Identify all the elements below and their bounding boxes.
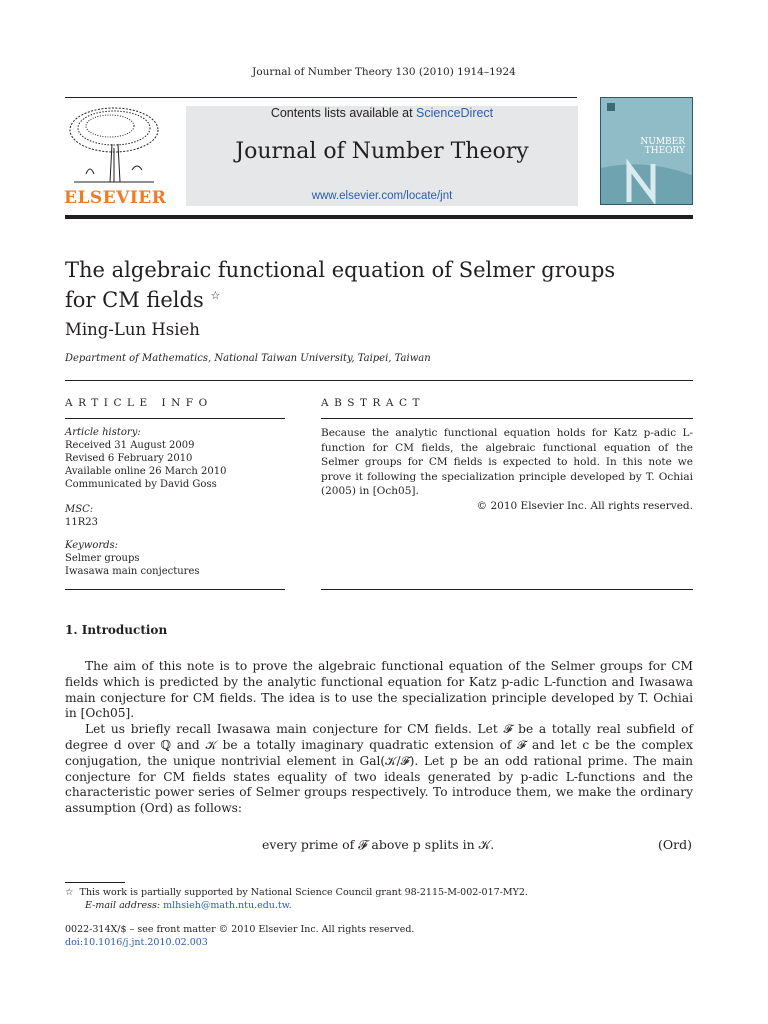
- paper-title: [65, 257, 665, 313]
- intro-paragraph-2: Let us briefly recall Iwasawa main conjecture for CM fields. Let 𝓕 be a totally real subfield of degree d over ℚ and 𝒦 be a totally imaginary quadratic extension of 𝓕 and let c be the complex conjugation, the unique nontrivial element in Gal(𝒦/𝓕). Let p be an odd rational prime. The main conjecture for CM fields states equality of two ideals generated by p-adic L-functions and the characteristic power series of Selmer groups respectively. To introduce them, we make the ordinary assumption (Ord) as follows:: [65, 722, 693, 816]
- section-heading-introduction: 1. Introduction: [65, 623, 168, 637]
- intro-paragraph-1: The aim of this note is to prove the algebraic functional equation of the Selmer groups for CM fields which is predicted by the analytic functional equation for Katz p-adic L-function and Iwasawa main conjecture for CM fields. The idea is to use the specialization principle developed by T. Ochiai in [Och05].: [65, 659, 693, 721]
- abstract-copyright: © 2010 Elsevier Inc. All rights reserved.: [476, 499, 693, 512]
- sciencedirect-link[interactable]: ScienceDirect: [416, 106, 494, 120]
- keyword-item: Iwasawa main conjectures: [65, 566, 200, 577]
- header-rule-top: [65, 97, 577, 98]
- article-info-rule-bottom: [65, 589, 285, 590]
- cover-title: [640, 138, 685, 156]
- journal-url-link[interactable]: www.elsevier.com/locate/jnt: [311, 190, 453, 202]
- email-label: E-mail address:: [85, 900, 161, 911]
- contents-line: [186, 106, 578, 120]
- divider-top: [65, 380, 693, 381]
- msc-code: 11R23: [65, 517, 98, 528]
- elsevier-logo[interactable]: [64, 104, 167, 208]
- article-info-rule-top: [65, 418, 285, 419]
- abstract-rule-bottom: [321, 589, 693, 590]
- keywords-label: Keywords:: [65, 540, 119, 551]
- email-link[interactable]: mlhsieh@math.ntu.edu.tw.: [163, 900, 292, 911]
- elsevier-wordmark: ELSEVIER: [64, 188, 167, 208]
- history-label: Article history:: [65, 427, 141, 438]
- title-line2: for CM fields: [65, 288, 204, 312]
- title-line1: The algebraic functional equation of Selmer groups: [65, 258, 616, 282]
- abstract-text: Because the analytic functional equation holds for Katz p-adic L-function for CM fields, the algebraic functional equation of the Selmer groups for CM fields is expected to hold. In this note we prove it following the specialization principle developed by T. Ochiai (2005) in [Och05].: [321, 427, 693, 498]
- cover-title-line1: NUMBER: [640, 137, 685, 147]
- footnote-support-text: This work is partially supported by National Science Council grant 98-2115-M-002-017-MY2.: [79, 887, 528, 898]
- issn-line: 0022-314X/$ – see front matter © 2010 Elsevier Inc. All rights reserved.: [65, 924, 415, 935]
- journal-banner: [186, 106, 578, 206]
- running-head: Journal of Number Theory 130 (2010) 1914–1924: [252, 66, 516, 78]
- footnote-support: [65, 886, 528, 899]
- abstract-rule-top: [321, 418, 693, 419]
- title-footnote-mark[interactable]: ☆: [210, 289, 221, 302]
- communicated-by: Communicated by David Goss: [65, 479, 217, 490]
- affiliation: Department of Mathematics, National Taiwan University, Taipei, Taiwan: [65, 353, 431, 364]
- header-rule-thick: [65, 215, 693, 219]
- abstract-body: [321, 426, 693, 514]
- author-name: Ming-Lun Hsieh: [65, 320, 200, 339]
- footnote-email: [85, 899, 292, 912]
- doi-link[interactable]: doi:10.1016/j.jnt.2010.02.003: [65, 937, 208, 948]
- online-date: Available online 26 March 2010: [65, 466, 227, 477]
- article-info-block: [65, 426, 285, 578]
- journal-cover-image[interactable]: [600, 97, 693, 205]
- revised-date: Revised 6 February 2010: [65, 453, 193, 464]
- msc-label: MSC:: [65, 504, 94, 515]
- equation-body: every prime of 𝓕 above p splits in 𝒦.: [262, 837, 495, 852]
- abstract-heading: ABSTRACT: [321, 397, 426, 409]
- footnote-rule: [65, 882, 125, 883]
- tree-logo-icon: [64, 104, 164, 188]
- cover-title-line2: THEORY: [644, 146, 685, 156]
- received-date: Received 31 August 2009: [65, 440, 195, 451]
- equation-tag: (Ord): [658, 837, 692, 852]
- article-info-heading: ARTICLE INFO: [65, 397, 213, 409]
- intro-body: [65, 659, 693, 817]
- footnote-mark: ☆: [65, 887, 74, 898]
- journal-title: Journal of Number Theory: [235, 139, 529, 164]
- contents-prefix: Contents lists available at: [270, 106, 413, 120]
- keyword-item: Selmer groups: [65, 553, 140, 564]
